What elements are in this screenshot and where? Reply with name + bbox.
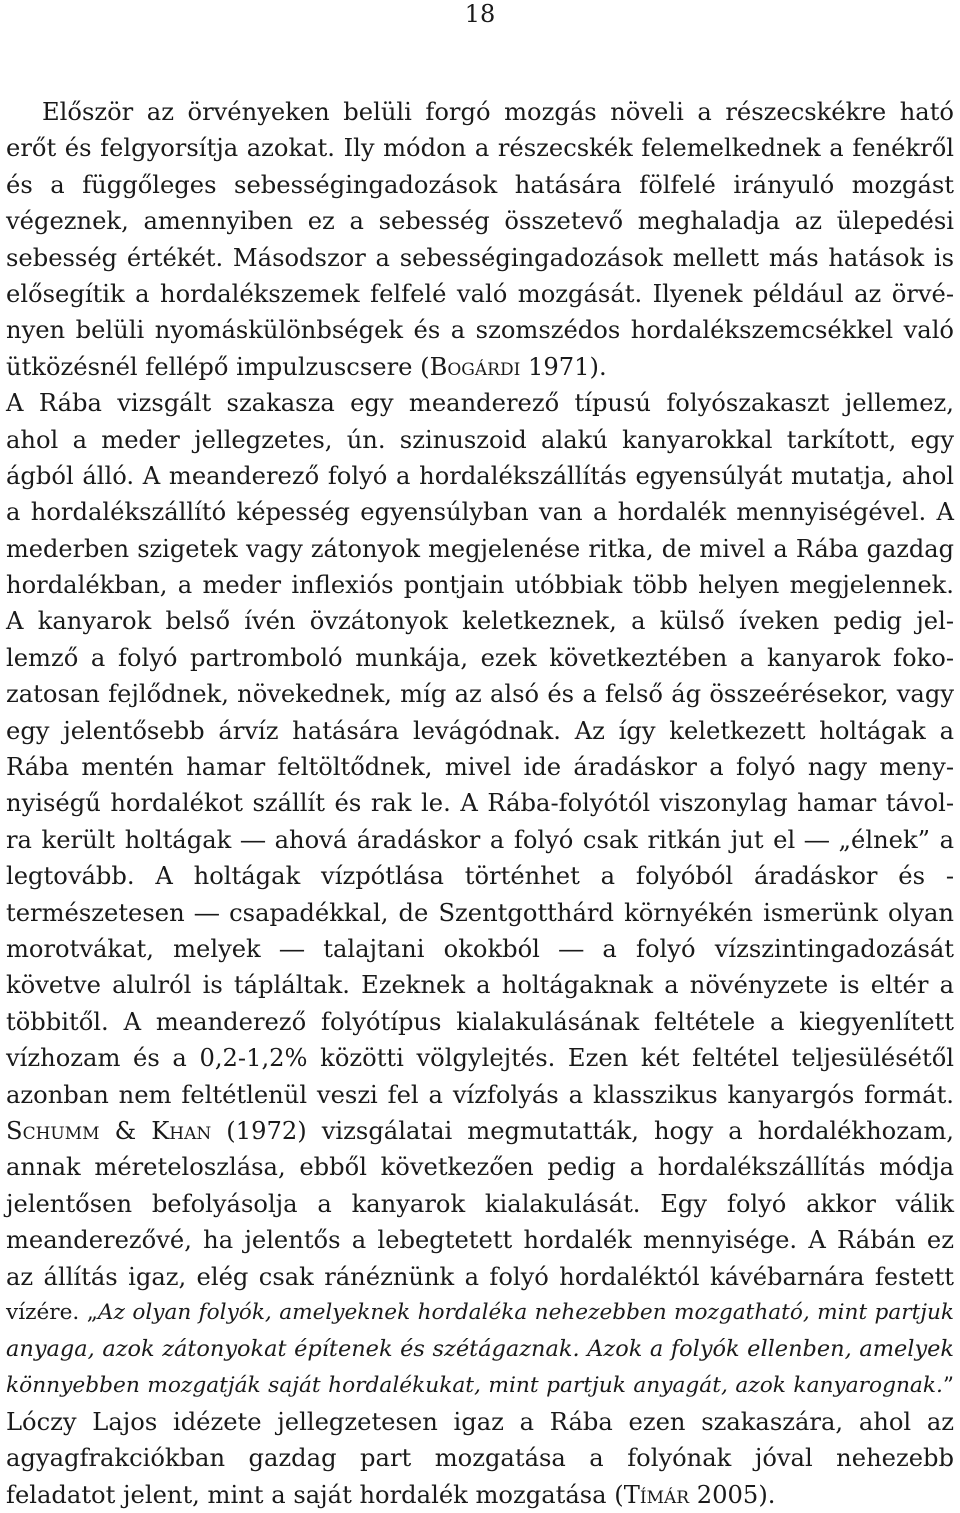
- text-run: A kanyarok belső ívén övzátonyok keletkeznek, a külső íveken pedig jel-: [6, 607, 954, 636]
- text-line: [6, 1077, 954, 1113]
- text-run: 2005).: [689, 1480, 776, 1509]
- text-run: és a függőleges sebességingadozások hatására fölfelé irányuló mozgást: [6, 170, 954, 199]
- text-line: [6, 603, 954, 639]
- text-run: nyen belüli nyomáskülönbségek és a szomszédos hordalékszemcsékkel való: [6, 316, 954, 345]
- text-run: hordalékban, a meder inflexiós pontjain utóbbiak több helyen megjelennek.: [6, 571, 954, 600]
- text-line: [6, 822, 954, 858]
- text-run: vízére. „: [6, 1299, 98, 1325]
- text-run: egy jelentősebb árvíz hatására levágódnak. Az így keletkezett holtágak a: [6, 716, 954, 745]
- text-run: Rába mentén hamar feltöltődnek, mivel ide áradáskor a folyó nagy meny-: [6, 753, 954, 782]
- text-run: zatosan fejlődnek, növekednek, míg az alsó és a felső ág összeérésekor, vagy: [6, 680, 954, 709]
- text-line: [6, 785, 954, 821]
- text-line: [6, 858, 954, 894]
- text-line: [6, 240, 954, 276]
- text-run: &: [99, 1116, 152, 1145]
- text-line: [6, 931, 954, 967]
- body-text: [6, 94, 954, 1513]
- text-line: [6, 1259, 954, 1295]
- text-run: morotvákat, melyek ― talajtani okokból ― a folyó vízszintingadozását: [6, 934, 954, 963]
- text-line: [6, 422, 954, 458]
- quote-text: könnyebben mozgatják saját hordalékukat, mint partjuk anyagát, azok kanyarognak.: [6, 1372, 943, 1398]
- text-run: meanderezővé, ha jelentős a lebegtetett hordalék mennyisége. A Rábán ez: [6, 1226, 954, 1255]
- text-line: [6, 458, 954, 494]
- text-run: (1972) vizsgálatai megmutatták, hogy a hordalékhozam,: [211, 1116, 954, 1145]
- text-run: jelentősen befolyásolja a kanyarok kialakulását. Egy folyó akkor válik: [6, 1189, 954, 1218]
- text-line: [6, 567, 954, 603]
- text-run: végeznek, amennyiben ez a sebesség összetevő meghaladja az ülepedési: [6, 207, 954, 236]
- text-run: elősegítik a hordalékszemek felfelé való mozgását. Ilyenek például az örvé-: [6, 279, 954, 308]
- text-line: [6, 1477, 954, 1513]
- text-line: [6, 1368, 954, 1404]
- text-run: Először az örvényeken belüli forgó mozgás növeli a részecskékre ható: [42, 98, 954, 126]
- quote-text: Az olyan folyók, amelyeknek hordaléka nehezebben mozgatható, mint partjuk: [97, 1299, 954, 1325]
- text-line: [6, 967, 954, 1003]
- text-line: [6, 385, 954, 421]
- text-line: [6, 640, 954, 676]
- text-line: [6, 531, 954, 567]
- text-run: lemző a folyó partromboló munkája, ezek következtében a kanyarok foko-: [6, 643, 954, 672]
- text-run: legtovább. A holtágak vízpótlása történhet a folyóból áradáskor és -: [6, 862, 954, 891]
- text-run: agyagfrakciókban gazdag part mozgatása a folyónak jóval nehezebb: [6, 1444, 954, 1473]
- text-line: [6, 1004, 954, 1040]
- text-run: erőt és felgyorsítja azokat. Ily módon a részecskék felemelkednek a fenékről: [6, 134, 954, 163]
- text-run: természetesen ― csapadékkal, de Szentgotthárd környékén ismerünk olyan: [6, 898, 954, 927]
- text-line: [6, 130, 954, 166]
- text-run: többitől. A meanderező folyótípus kialakulásának feltétele a kiegyenlített: [6, 1007, 954, 1036]
- text-line: [6, 1404, 954, 1440]
- text-line: [6, 676, 954, 712]
- text-line: [6, 895, 954, 931]
- author-name: Khan: [151, 1116, 212, 1145]
- quote-text: anyaga, azok zátonyokat építenek és szétágaznak. Azok a folyók ellenben, amelyek: [6, 1336, 954, 1363]
- text-line: [6, 1149, 954, 1185]
- author-name: Bogárdi: [429, 352, 521, 381]
- text-run: feladatot jelent, mint a saját hordalék mozgatása (: [6, 1480, 624, 1509]
- text-line: [6, 494, 954, 530]
- text-line: [6, 167, 954, 203]
- text-run: sebesség értékét. Másodszor a sebességingadozások mellett más hatások is: [6, 243, 954, 272]
- text-run: nyiségű hordalékot szállít és rak le. A Rába-folyótól viszonylag hamar távol-: [6, 789, 954, 818]
- text-line: [6, 276, 954, 312]
- text-run: vízhozam és a 0,2-1,2% közötti völgylejtés. Ezen két feltétel teljesülésétől: [6, 1044, 954, 1073]
- text-line: [6, 1440, 954, 1476]
- text-line: [6, 94, 954, 130]
- text-line: [6, 749, 954, 785]
- text-line: [6, 203, 954, 239]
- text-run: követve alulról is tápláltak. Ezeknek a holtágaknak a növényzete is eltér a: [6, 971, 954, 1000]
- text-run: a hordalékszállító képesség egyensúlyban van a hordalék mennyiségével. A: [6, 498, 954, 527]
- text-run: azonban nem feltétlenül veszi fel a vízfolyás a klasszikus kanyargós formát.: [6, 1080, 954, 1109]
- text-line: [6, 349, 954, 385]
- text-run: ra került holtágak ― ahová áradáskor a folyó csak ritkán jut el ― „élnek” a: [6, 825, 954, 854]
- text-line: [6, 312, 954, 348]
- text-run: Lóczy Lajos idézete jellegzetesen igaz a Rába ezen szakaszára, ahol az: [6, 1408, 954, 1437]
- text-run: ahol a meder jellegzetes, ún. szinuszoid alakú kanyarokkal tarkított, egy: [6, 425, 954, 454]
- text-line: [6, 713, 954, 749]
- text-line: [6, 1040, 954, 1076]
- text-run: az állítás igaz, elég csak ránéznünk a folyó hordaléktól kávébarnára festett: [6, 1262, 954, 1291]
- text-line: [6, 1113, 954, 1149]
- text-line: [6, 1295, 954, 1331]
- text-line: [6, 1186, 954, 1222]
- text-run: ütközésnél fellépő impulzuscsere (: [6, 352, 430, 381]
- author-name: Tímár: [623, 1480, 690, 1509]
- text-run: mederben szigetek vagy zátonyok megjelenése ritka, de mivel a Rába gazdag: [6, 534, 954, 563]
- text-run: 1971).: [520, 352, 607, 381]
- text-line: [6, 1222, 954, 1258]
- text-run: A Rába vizsgált szakasza egy meanderező típusú folyószakaszt jellemez,: [6, 389, 954, 418]
- author-name: Schumm: [6, 1116, 100, 1145]
- text-run: ”: [942, 1372, 954, 1398]
- text-run: ágból álló. A meanderező folyó a hordalékszállítás egyensúlyát mutatja, ahol: [6, 461, 954, 490]
- text-run: annak méreteloszlása, ebből következően pedig a hordalékszállítás módja: [6, 1153, 954, 1182]
- text-line: [6, 1331, 954, 1367]
- page-number: 18: [464, 0, 496, 28]
